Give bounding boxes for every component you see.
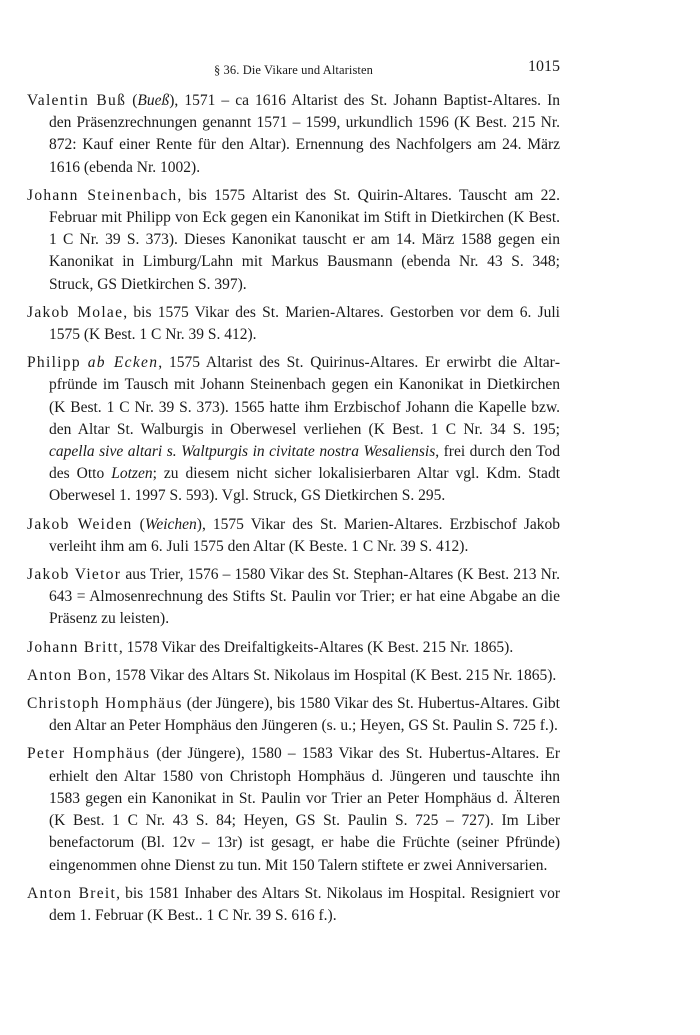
entry-text: , frei durch den Tod des Otto <box>49 443 560 483</box>
section-title: § 36. Die Vikare und Altaristen <box>213 63 374 77</box>
running-head <box>27 58 560 82</box>
entry-text: (der Jüngere), 1580 – 1583 Vikar des St. Hubertus-Altares. Er erhielt den Altar 1580 von Christoph Homphäus d. Jüngeren und tauschte ihn 1583 gegen ein Kanonikat in St. Paulin vor Trier an Peter Homphäus d. Älteren (K Best. 1 C Nr. 43 S. 84; Heyen, GS St. Paulin S. 725 – 727). Im Liber benefactorum (Bl. 12v – 13r) ist gesagt, er habe die Früchte (seiner Pfründe) eingenommen ohne Dienst zu tun. Mit 150 Talern stiftete er zwei Anniversarien. <box>49 745 560 874</box>
entry-text: , 1578 Vikar des Altars St. Nikolaus im Hospital (K Best. 215 Nr. 1865). <box>107 666 557 684</box>
entry-text: ), 1575 Vikar des St. Marien-Altares. Erzbischof Jakob verleiht ihm am 6. Juli 1575 den Altar (K Beste. 1 C Nr. 39 S. 412). <box>49 515 561 555</box>
entry-name: Johann Steinenbach <box>27 186 178 204</box>
entry-name: Johann Britt <box>27 638 119 656</box>
entry-name: Anton Bon <box>27 666 108 684</box>
entry-italic-text: capella sive altari s. Waltpurgis in civitate nostra Wesaliensis <box>49 443 436 461</box>
register-entry <box>27 302 560 346</box>
entry-text: , bis 1581 Inhaber des Altars St. Nikolaus im Hospital. Resigniert vor dem 1. Februar (K Best.. 1 C Nr. 39 S. 616 f.). <box>49 884 561 924</box>
entry-name: Valentin Buß <box>27 92 127 109</box>
entry-name: Jakob Weiden <box>27 515 133 533</box>
register-entry <box>27 883 560 927</box>
entry-italic-text: Lotzen <box>111 465 153 483</box>
register-entry <box>27 637 560 659</box>
register-entry <box>27 693 560 737</box>
register-entry <box>27 352 560 507</box>
entry-text: , 1575 Altarist des St. Quirinus-Altares. Er erwirbt die Altarpfründe im Tausch mit Johann Steinenbach gegen ein Kanonikat in Dietkirchen (K Best. 1 C Nr. 39 S. 373). 1565 hatte ihm Erzbischof Johann die Kapelle bzw. den Altar St. Walburgis in Oberwesel verliehen (K Best. 1 C Nr. 34 S. 195; <box>49 354 560 438</box>
register-entry <box>27 514 560 558</box>
entry-text: ; zu diesem nicht sicher lokalisierbaren Altar vgl. Kdm. Stadt Oberwesel 1. 1997 S. 593). Vgl. Struck, GS Dietkirchen S. 295. <box>49 465 560 505</box>
entry-text: ( <box>132 515 145 533</box>
entry-text: aus Trier, 1576 – 1580 Vikar des St. Stephan-Altares (K Best. 213 Nr. 643 = Almosenrechnung des Stifts St. Paulin vor Trier; er hat eine Abgabe an die Präsenz zu leisten). <box>49 566 560 628</box>
entry-name: Christoph Homphäus <box>27 695 183 713</box>
entry-name: Peter Homphäus <box>27 745 151 763</box>
entry-italic-text: Bueß <box>137 92 170 109</box>
entry-name: Philipp <box>27 354 81 372</box>
page-number: 1015 <box>528 58 560 75</box>
entry-text: ), 1571 – ca 1616 Altarist des St. Johann Baptist-Altares. In den Präsenzrechnungen genannt 1571 – 1599, urkundlich 1596 (K Best. 215 Nr. 872: Kauf einer Rente für den Altar). Ernennung des Nachfolgers am 24. März 1616 (ebenda Nr. 1002). <box>49 92 561 176</box>
register-entry <box>27 743 560 876</box>
register-entry <box>27 90 560 179</box>
entry-name: Jakob Molae <box>27 303 124 321</box>
entry-name-italic: ab Ecken <box>87 354 159 372</box>
register-entry <box>27 665 560 687</box>
register-entry <box>27 564 560 631</box>
entry-text: , 1578 Vikar des Dreifaltigkeits-Altares (K Best. 215 Nr. 1865). <box>118 638 514 656</box>
entry-name: Jakob Vietor <box>27 566 122 584</box>
entry-italic-text: Weichen <box>144 515 197 533</box>
entry-text: , bis 1575 Altarist des St. Quirin-Altares. Tauscht am 22. Februar mit Philipp von Eck gegen ein Kanonikat im Stift in Dietkirchen (K Best. 1 C Nr. 39 S. 373). Dieses Kanonikat tauscht er am 14. März 1588 gegen ein Kanonikat in Limburg/Lahn mit Markus Bausmann (ebenda Nr. 43 S. 348; Struck, GS Dietkirchen S. 397). <box>49 186 560 293</box>
entry-name: Anton Breit <box>27 884 117 902</box>
entry-text: (der Jüngere), bis 1580 Vikar des St. Hubertus-Altares. Gibt den Altar an Peter Homphäus den Jüngeren (s. u.; Heyen, GS St. Paulin S. 725 f.). <box>49 695 560 735</box>
register-entry <box>27 185 560 296</box>
entry-text: ( <box>126 92 138 109</box>
entry-text: , bis 1575 Vikar des St. Marien-Altares. Gestorben vor dem 6. Juli 1575 (K Best. 1 C Nr. 39 S. 412). <box>49 303 560 344</box>
register-entries <box>27 90 560 933</box>
